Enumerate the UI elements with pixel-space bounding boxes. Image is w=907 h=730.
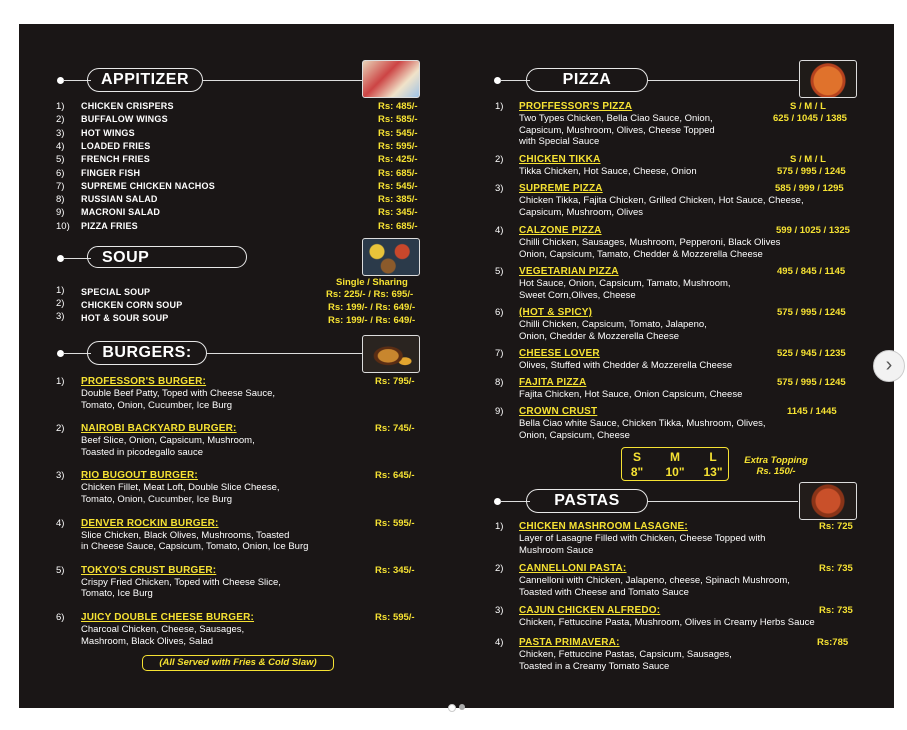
item-number: 7)	[56, 180, 65, 192]
pizza-size-header: S / M / L	[790, 101, 826, 112]
item-description: Layer of Lasagne Filled with Chicken, Cheese Topped with Mushroom Sauce	[519, 533, 766, 556]
item-number: 6)	[495, 307, 504, 318]
item-description: Chicken Fillet, Meat Loft, Double Slice Cheese, Tomato, Onion, Cucumber, Ice Burg	[81, 482, 280, 505]
item-description: Crispy Fried Chicken, Toped with Cheese Slice, Tomato, Ice Burg	[81, 576, 281, 600]
item-price: Rs: 199/- / Rs: 649/-	[328, 315, 416, 326]
burgers-header	[57, 341, 402, 365]
item-description: Chilli Chicken, Sausages, Mushroom, Pepperoni, Black Olives Onion, Capsicum, Tamato, Chedder & Mozzerella Cheese	[519, 237, 781, 260]
item-description: Olives, Stuffed with Chedder & Mozzerella Cheese	[519, 360, 733, 371]
item-price: Rs: 225/- / Rs: 695/-	[326, 289, 414, 300]
item-number: 4)	[495, 637, 504, 648]
item-number: 1)	[56, 285, 65, 296]
item-number: 1)	[56, 376, 65, 387]
item-description: Chilli Chicken, Capsicum, Tomato, Jalapeno, Onion, Chedder & Mozzerella Cheese	[519, 319, 707, 342]
extra-topping: Extra Topping Rs. 150/-	[744, 455, 808, 477]
item-number: 8)	[56, 194, 65, 206]
item-number: 4)	[56, 140, 65, 152]
item-number: 3)	[56, 311, 65, 322]
soup-title: SOUP	[87, 246, 247, 268]
item-name: HOT & SOUR SOUP	[81, 313, 169, 323]
item-number: 1)	[495, 101, 504, 112]
item-price: Rs: 595/-	[378, 140, 418, 152]
soup-header	[57, 246, 402, 270]
item-name: PROFFESSOR'S PIZZA	[519, 101, 633, 112]
item-price: 495 / 845 / 1145	[777, 266, 846, 277]
item-name: NAIROBI BACKYARD BURGER:	[81, 423, 237, 435]
item-name: CHEESE LOVER	[519, 348, 600, 359]
item-name: DENVER ROCKIN BURGER:	[81, 517, 219, 529]
item-description: Two Types Chicken, Bella Ciao Sauce, Onion, Capsicum, Mushroom, Olives, Cheese Topped with Special Sauce	[519, 113, 715, 147]
item-name: SUPREME PIZZA	[519, 183, 603, 194]
item-price: 625 / 1045 / 1385	[773, 113, 847, 124]
item-number: 3)	[56, 470, 65, 482]
size-s-label: S	[632, 450, 641, 464]
item-price: Rs: 645/-	[375, 470, 415, 482]
item-price: Rs: 595/-	[375, 517, 415, 529]
item-name: CAJUN CHICKEN ALFREDO:	[519, 605, 661, 616]
item-price: 599 / 1025 / 1325	[776, 225, 850, 236]
item-number: 3)	[56, 127, 65, 139]
item-price: 575 / 995 / 1245	[777, 307, 846, 318]
item-number: 2)	[56, 114, 65, 126]
item-price: Rs: 345/-	[375, 564, 415, 576]
burgers-note: (All Served with Fries & Cold Slaw)	[142, 655, 334, 671]
item-number: 1)	[56, 101, 65, 112]
size-m-label: M	[670, 450, 680, 464]
size-l-inches: 13"	[703, 465, 723, 479]
item-name: CALZONE PIZZA	[519, 225, 602, 236]
item-number: 9)	[495, 406, 504, 417]
item-name: RIO BUGOUT BURGER:	[81, 470, 198, 482]
item-price: Rs: 795/-	[375, 376, 415, 387]
appetizer-header	[57, 68, 402, 92]
appetizer-photo	[362, 60, 420, 98]
item-price: 1145 / 1445	[787, 406, 837, 417]
item-description: Chicken, Fettuccine Pastas, Capsicum, Sausages, Toasted in a Creamy Tomato Sauce	[519, 649, 732, 672]
burgers-title: BURGERS:	[87, 341, 207, 365]
item-description: Hot Sauce, Onion, Capsicum, Tamato, Mushroom, Sweet Corn,Olives, Cheese	[519, 278, 731, 301]
size-l-label: L	[709, 450, 717, 464]
menu-image	[19, 24, 894, 708]
item-price: Rs: 199/- / Rs: 649/-	[328, 302, 416, 313]
item-name: FRENCH FRIES	[81, 154, 150, 165]
item-name: MACRONI SALAD	[81, 207, 161, 218]
item-description: Bella Ciao white Sauce, Chicken Tikka, Mushroom, Olives, Onion, Capsicum, Cheese	[519, 418, 766, 441]
carousel-dot-2[interactable]	[459, 704, 465, 710]
item-name: TOKYO'S CRUST BURGER:	[81, 564, 217, 576]
appetizer-title: APPITIZER	[87, 68, 203, 92]
item-price: Rs: 735	[819, 563, 853, 574]
pastas-photo	[799, 482, 857, 520]
item-number: 10)	[56, 220, 70, 232]
item-price: 575 / 995 / 1245	[777, 377, 846, 388]
pizza-size-chart	[621, 447, 729, 481]
pastas-title: PASTAS	[526, 489, 648, 513]
item-name: SUPREME CHICKEN NACHOS	[81, 180, 215, 191]
item-name: CHICKEN MASHROOM LASAGNE:	[519, 521, 688, 532]
item-price: 585 / 999 / 1295	[775, 183, 844, 194]
item-name: HOT WINGS	[81, 127, 135, 138]
item-price: Rs: 735	[819, 605, 853, 616]
item-price: Rs: 545/-	[378, 180, 418, 192]
item-name: FINGER FISH	[81, 167, 141, 178]
item-description: Chicken Tikka, Fajita Chicken, Grilled Chicken, Hot Sauce, Cheese, Capsicum, Mushroom, Olives	[519, 195, 804, 218]
item-number: 6)	[56, 167, 65, 179]
item-description: Tikka Chicken, Hot Sauce, Cheese, Onion	[519, 166, 697, 177]
size-m-inches: 10"	[665, 465, 685, 479]
item-number: 2)	[495, 563, 504, 574]
item-price: 525 / 945 / 1235	[777, 348, 846, 359]
pizza-size-header-2: S / M / L	[790, 154, 826, 165]
pizza-photo	[799, 60, 857, 98]
item-price: Rs: 595/-	[375, 612, 415, 623]
item-name: CHICKEN CORN SOUP	[81, 300, 183, 310]
item-name: PIZZA FRIES	[81, 220, 138, 231]
item-number: 7)	[495, 348, 504, 359]
item-number: 5)	[56, 154, 65, 166]
item-description: Double Beef Patty, Toped with Cheese Sauce, Tomato, Onion, Cucumber, Ice Burg	[81, 388, 275, 411]
item-number: 2)	[56, 298, 65, 309]
item-number: 5)	[495, 266, 504, 277]
item-name: JUICY DOUBLE CHEESE BURGER:	[81, 612, 255, 623]
carousel-dot-1[interactable]	[448, 704, 456, 712]
size-s-inches: 8"	[630, 465, 644, 479]
item-price: Rs: 485/-	[378, 101, 418, 112]
carousel-next-button[interactable]	[873, 350, 905, 382]
item-price: Rs: 545/-	[378, 127, 418, 139]
item-number: 2)	[56, 423, 65, 435]
item-number: 4)	[495, 225, 504, 236]
pizza-title: PIZZA	[526, 68, 648, 92]
item-description: Chicken, Fettuccine Pasta, Mushroom, Olives in Creamy Herbs Sauce	[519, 617, 815, 628]
item-number: 3)	[495, 183, 504, 194]
soup-size-header: Single / Sharing	[336, 277, 408, 288]
item-number: 1)	[495, 521, 504, 532]
item-description: Slice Chicken, Black Olives, Mushrooms, Toasted in Cheese Sauce, Capsicum, Tomato, Onion, Ice Burg	[81, 529, 309, 553]
item-number: 4)	[56, 517, 65, 529]
item-price: Rs: 745/-	[375, 423, 415, 435]
item-description: Cannelloni with Chicken, Jalapeno, cheese, Spinach Mushroom, Toasted with Cheese and Tomato Sauce	[519, 575, 790, 598]
item-name: LOADED FRIES	[81, 140, 151, 151]
item-price: Rs: 385/-	[378, 194, 418, 206]
item-price: Rs: 425/-	[378, 154, 418, 166]
item-name: FAJITA PIZZA	[519, 377, 587, 388]
item-name: RUSSIAN SALAD	[81, 194, 158, 205]
item-price: Rs: 685/-	[378, 220, 418, 232]
item-name: PROFESSOR'S BURGER:	[81, 376, 207, 387]
item-price: Rs: 585/-	[378, 114, 418, 126]
item-price: Rs: 685/-	[378, 167, 418, 179]
soup-photo	[362, 238, 420, 276]
item-description: Beef Slice, Onion, Capsicum, Mushroom, Toasted in picodegallo sauce	[81, 435, 255, 458]
item-price: Rs:785	[817, 637, 849, 648]
item-name: VEGETARIAN PIZZA	[519, 266, 619, 277]
item-name: CHICKEN CRISPERS	[81, 101, 174, 111]
item-name: BUFFALOW WINGS	[81, 114, 168, 125]
item-name: CROWN CRUST	[519, 406, 598, 417]
item-description: Fajita Chicken, Hot Sauce, Onion Capsicum, Cheese	[519, 389, 743, 400]
item-number: 2)	[495, 154, 504, 165]
item-number: 6)	[56, 612, 65, 623]
item-number: 8)	[495, 377, 504, 388]
item-number: 9)	[56, 207, 65, 219]
item-name: SPECIAL SOUP	[81, 287, 151, 297]
item-description: Charcoal Chicken, Cheese, Sausages, Mashroom, Black Olives, Salad	[81, 624, 245, 647]
item-name: PASTA PRIMAVERA:	[519, 637, 620, 648]
burgers-photo	[362, 335, 420, 373]
item-name: CANNELLONI PASTA:	[519, 563, 627, 574]
item-name: CHICKEN TIKKA	[519, 154, 601, 165]
item-price: 575 / 995 / 1245	[777, 166, 846, 177]
item-name: (HOT & SPICY)	[519, 307, 593, 318]
item-number: 3)	[495, 605, 504, 616]
item-number: 5)	[56, 564, 65, 576]
chevron-right-icon: ›	[885, 354, 893, 376]
item-price: Rs: 345/-	[378, 207, 418, 219]
item-price: Rs: 725	[819, 521, 853, 532]
